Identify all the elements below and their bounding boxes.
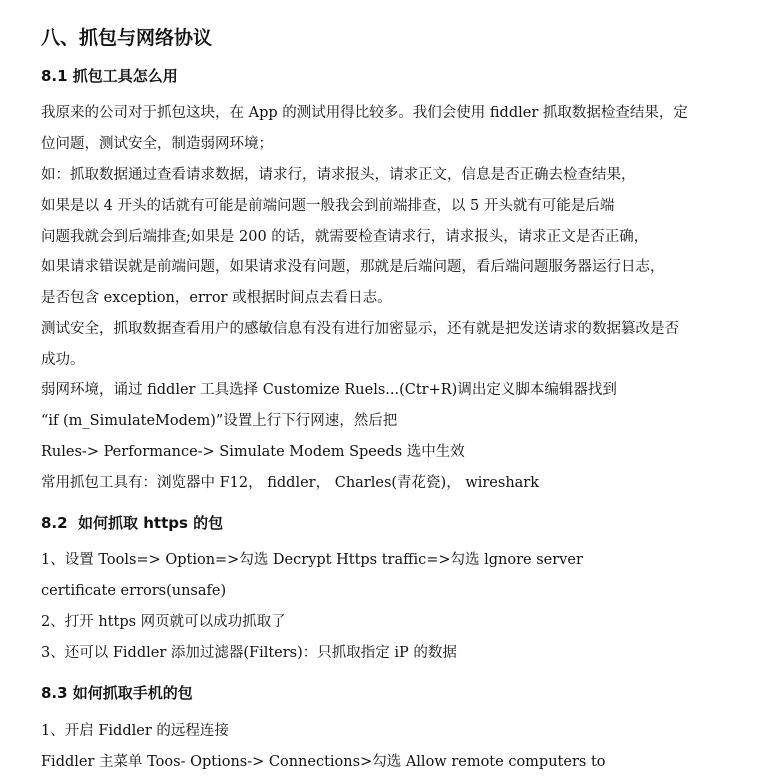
section-title: 八、抓包与网络协议 [41,27,213,49]
paragraph-line: 1、开启 Fiddler 的远程连接 [41,723,229,739]
paragraph-line: 成功。 [41,352,85,368]
paragraph-line: 2、打开 https 网页就可以成功抓取了 [41,614,286,630]
paragraph-line: 位问题，测试安全，制造弱网环境； [41,136,273,152]
paragraph-line: 如：抓取数据通过查看请求数据，请求行，请求报头，请求正文，信息是否正确去检查结果， [41,167,636,183]
paragraph-line: 常用抓包工具有：浏览器中 F12， fiddler， Charles(青花瓷)， wireshark [41,475,540,491]
subsection-heading-8-2: 8.2 如何抓取 https 的包 [41,514,224,532]
paragraph-line: 测试安全，抓取数据查看用户的感敏信息有没有进行加密显示，还有就是把发送请求的数据篡改是否 [41,321,679,337]
paragraph-line: Rules-> Performance-> Simulate Modem Speeds 选中生效 [41,444,465,460]
paragraph-line: certificate errors(unsafe) [41,583,227,599]
paragraph-line: Fiddler 主菜单 Toos- Options-> Connections>勾选 Allow remote computers to [41,754,606,770]
subsection-heading-8-3: 8.3 如何抓取手机的包 [41,684,193,702]
paragraph-line: 如果是以 4 开头的话就有可能是前端问题一般我会到前端排查，以 5 开头就有可能是后端 [41,198,615,214]
paragraph-line: 3、还可以 Fiddler 添加过滤器(Filters)：只抓取指定 iP 的数据 [41,645,457,661]
paragraph-line: 1、设置 Tools=> Option=>勾选 Decrypt Https traffic=>勾选 lgnore server [41,552,583,568]
paragraph-line: 问题我就会到后端排查;如果是 200 的话，就需要检查请求行，请求报头，请求正文是否正确， [41,229,649,245]
paragraph-line: 是否包含 exception，error 或根据时间点去看日志。 [41,290,392,306]
paragraph-line: 我原来的公司对于抓包这块，在 App 的测试用得比较多。我们会使用 fiddler 抓取数据检查结果，定 [41,105,688,121]
paragraph-line: “if (m_SimulateModem)”设置上行下行网速，然后把 [41,413,398,429]
subsection-heading-8-1: 8.1 抓包工具怎么用 [41,67,178,85]
paragraph-line: 如果请求错误就是前端问题，如果请求没有问题，那就是后端问题，看后端问题服务器运行日志， [41,259,665,275]
paragraph-line: 弱网环境，诵过 fiddler 工具选择 Customize Ruels...(Ctr+R)调出定义脚本编辑器找到 [41,382,617,398]
